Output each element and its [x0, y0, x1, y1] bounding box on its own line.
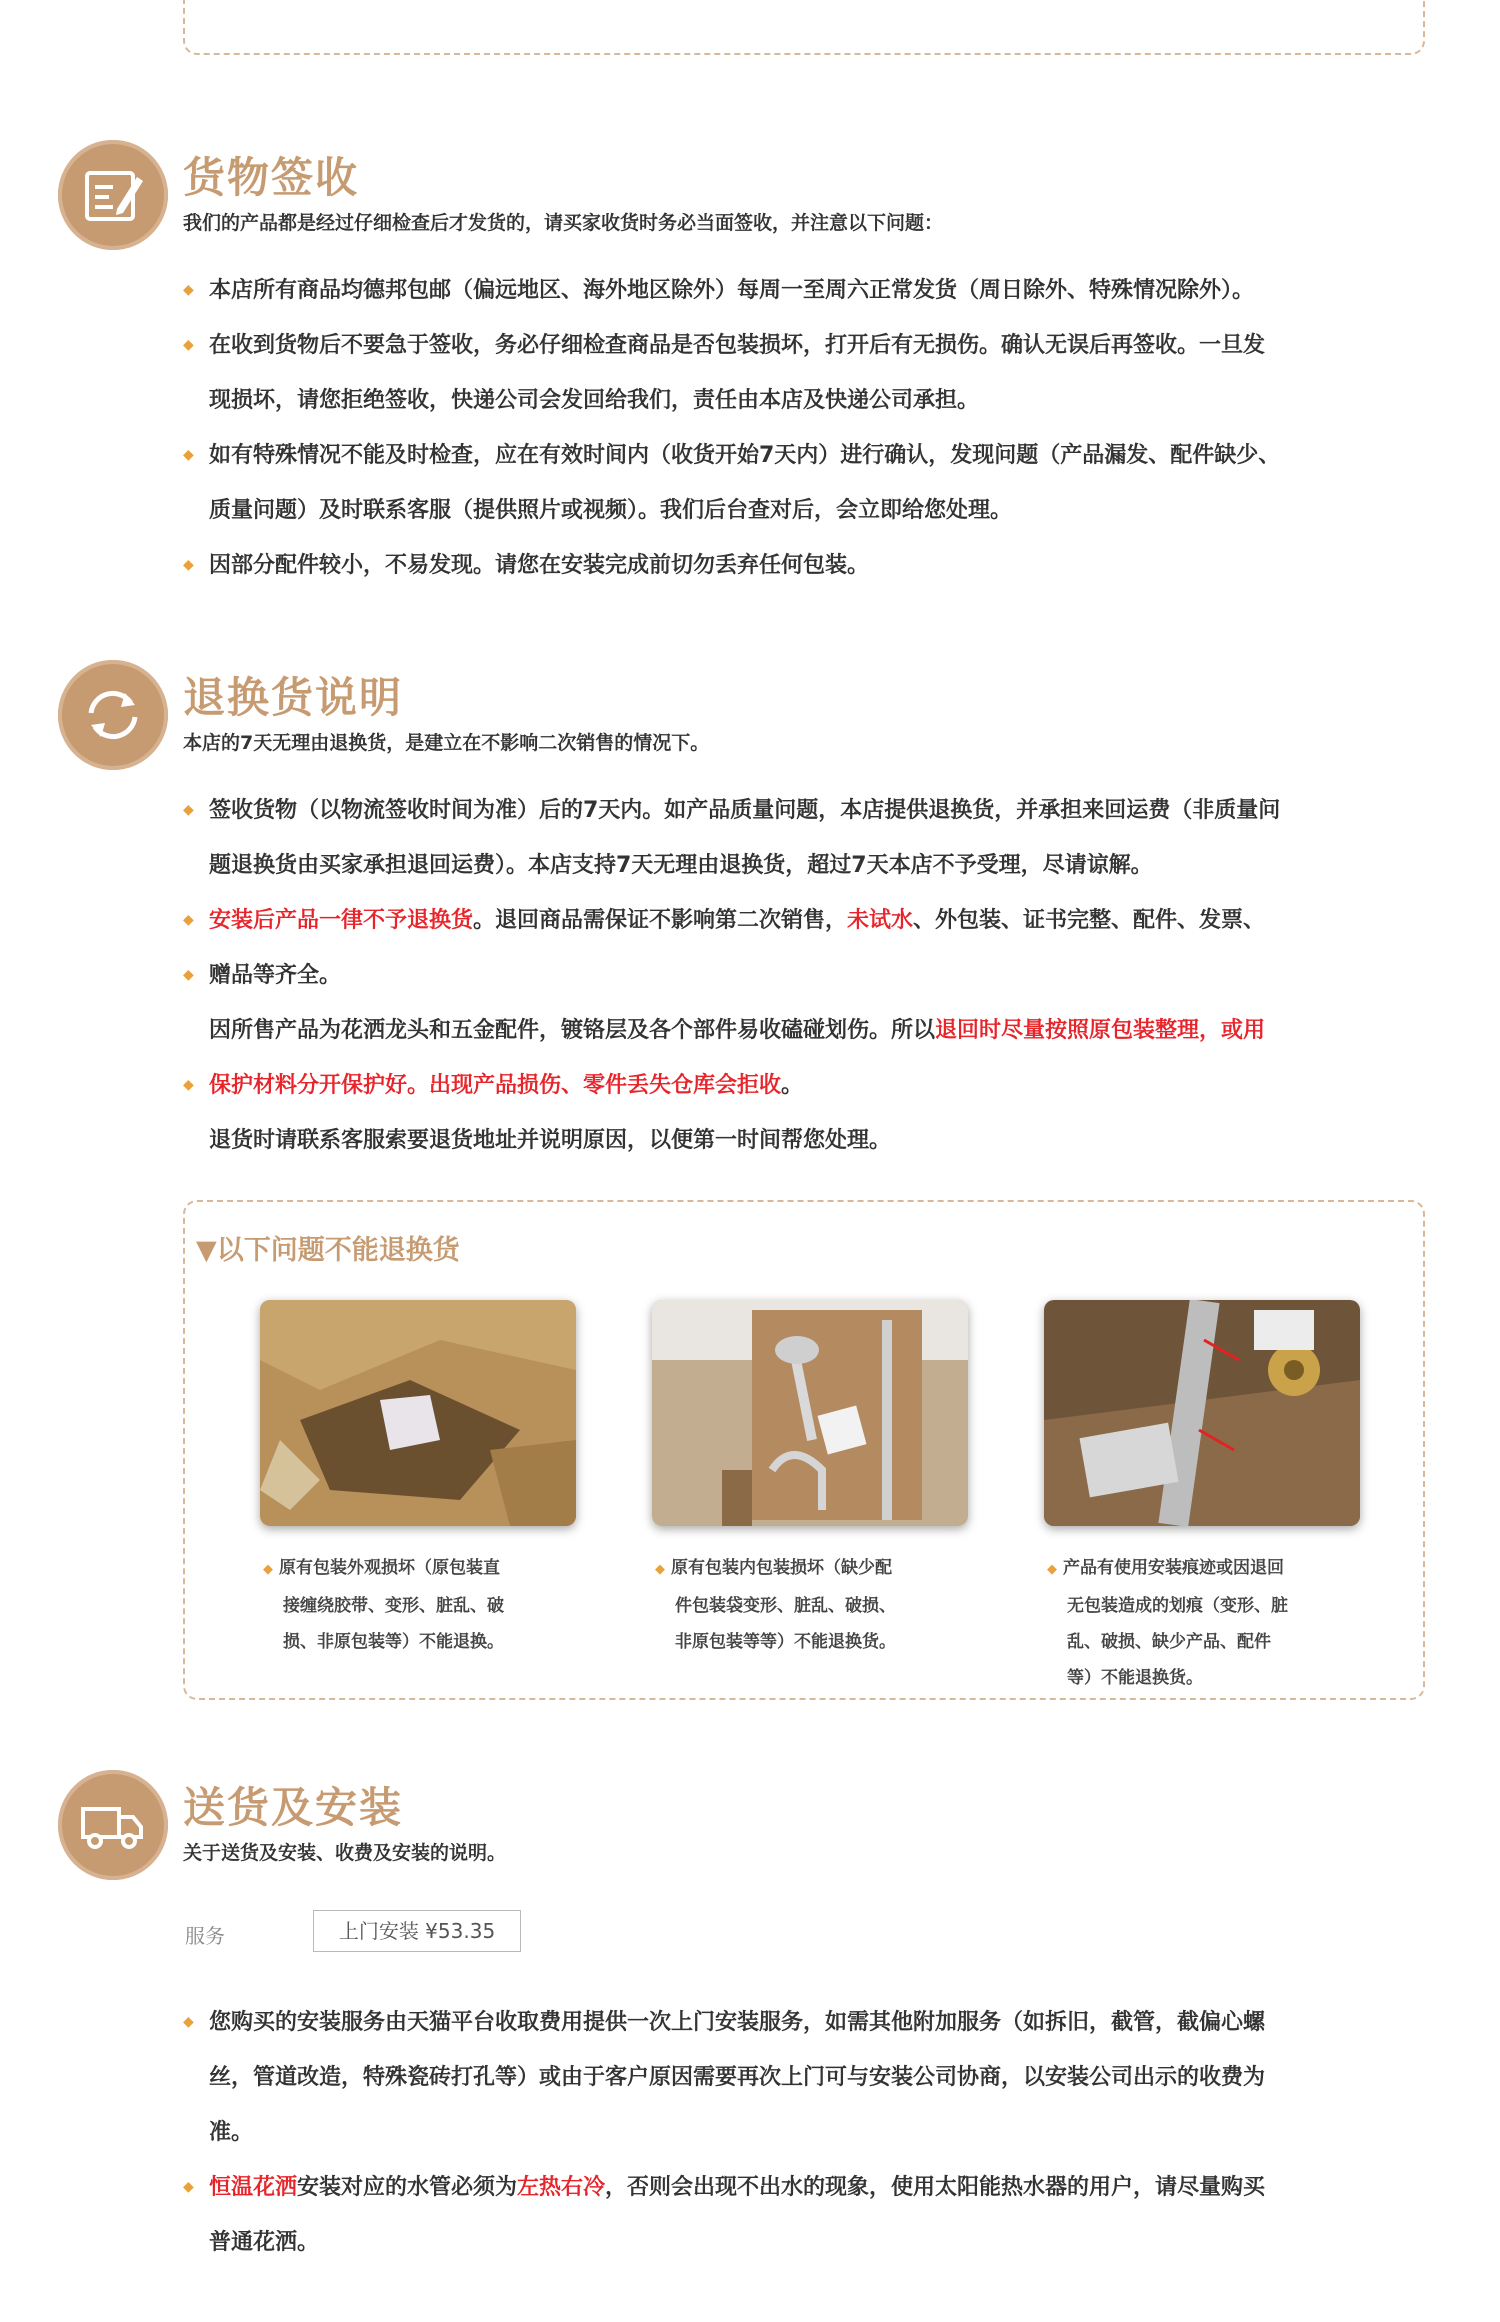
return-section-title: 退换货说明	[183, 673, 404, 722]
list-item: ◆ 如有特殊情况不能及时检查，应在有效时间内（收货开始7天内）进行确认，发现问题（产品漏发、配件缺少、 质量问题）及时联系客服（提供照片或视频）。我们后台查对后，会立即给您处理。	[183, 428, 1433, 538]
return-bullet-list	[183, 783, 1433, 1168]
list-item: 因所售产品为花洒龙头和五金配件，镀铬层及各个部件易收磕碰划伤。所以退回时尽量按照原包装整理，或用	[209, 1018, 1266, 1043]
sign-section-title: 货物签收	[183, 153, 360, 202]
caption-inner-damage: ◆ 原有包装内包装损坏（缺少配 件包装袋变形、脏乱、破损、 非原包装等等）不能退换货。	[655, 1558, 896, 1652]
list-item: ◆ 因部分配件较小，不易发现。请您在安装完成前切勿丢弃任何包装。	[183, 538, 1433, 593]
install-service-option[interactable]: 上门安装 ¥53.35	[313, 1910, 521, 1952]
list-item: ◆ 本店所有商品均德邦包邮（偏远地区、海外地区除外）每周一至周六正常发货（周日除外、特殊情况除外）。	[183, 263, 1433, 318]
edit-document-icon	[58, 140, 168, 250]
return-section-subtitle: 本店的7天无理由退换货，是建立在不影响二次销售的情况下。	[183, 732, 710, 754]
delivery-truck-icon	[58, 1770, 168, 1880]
delivery-section-title: 送货及安装	[183, 1783, 404, 1832]
sign-section-subtitle: 我们的产品都是经过仔细检查后才发货的，请买家收货时务必当面签收，并注意以下问题：	[183, 212, 944, 234]
list-item: 退货时请联系客服索要退货地址并说明原因，以便第一时间帮您处理。	[209, 1128, 892, 1153]
caption-used-product: ◆ 产品有使用安装痕迹或因退回 无包装造成的划痕（变形、脏 乱、破损、缺少产品、配件 等）不能退换货。	[1047, 1558, 1288, 1688]
damaged-inner-package-photo	[652, 1300, 968, 1526]
damaged-outer-box-photo	[260, 1300, 576, 1526]
list-item: ◆ 您购买的安装服务由天猫平台收取费用提供一次上门安装服务，如需其他附加服务（如拆旧，截管，截偏心螺 丝，管道改造，特殊瓷砖打孔等）或由于客户原因需要再次上门可与安装公司协商，以安装公司出示的收费为 准。	[183, 1995, 1433, 2160]
list-item: ◆ 保护材料分开保护好。出现产品损伤、零件丢失仓库会拒收。	[183, 1058, 1433, 1113]
list-item: ◆ 在收到货物后不要急于签收，务必仔细检查商品是否包装损坏，打开后有无损伤。确认无误后再签收。一旦发 现损坏，请您拒绝签收，快递公司会发回给我们，责任由本店及快递公司承担。	[183, 318, 1433, 428]
used-product-scratch-photo	[1044, 1300, 1360, 1526]
list-item: ◆ 恒温花洒安装对应的水管必须为左热右冷，否则会出现不出水的现象，使用太阳能热水器的用户，请尽量购买 普通花洒。	[183, 2160, 1433, 2270]
list-item: ◆ 赠品等齐全。	[183, 948, 1433, 1003]
top-dashed-frame	[183, 0, 1425, 55]
sign-bullet-list	[183, 263, 1433, 593]
refresh-arrows-icon	[58, 660, 168, 770]
service-label: 服务	[185, 1924, 225, 1948]
delivery-bullet-list	[183, 1995, 1433, 2270]
delivery-section-subtitle: 关于送货及安装、收费及安装的说明。	[183, 1842, 507, 1864]
list-item: ◆ 安装后产品一律不予退换货。退回商品需保证不影响第二次销售，未试水、外包装、证书完整、配件、发票、	[183, 893, 1433, 948]
no-return-box-title: ▼以下问题不能退换货	[196, 1235, 460, 1266]
list-item: ◆ 签收货物（以物流签收时间为准）后的7天内。如产品质量问题，本店提供退换货，并承担来回运费（非质量问 题退换货由买家承担退回运费）。本店支持7天无理由退换货，超过7天本店不予受理，尽请谅解。	[183, 783, 1433, 893]
caption-outer-damage: ◆ 原有包装外观损坏（原包装直 接缠绕胶带、变形、脏乱、破 损、非原包装等）不能退换。	[263, 1558, 504, 1652]
